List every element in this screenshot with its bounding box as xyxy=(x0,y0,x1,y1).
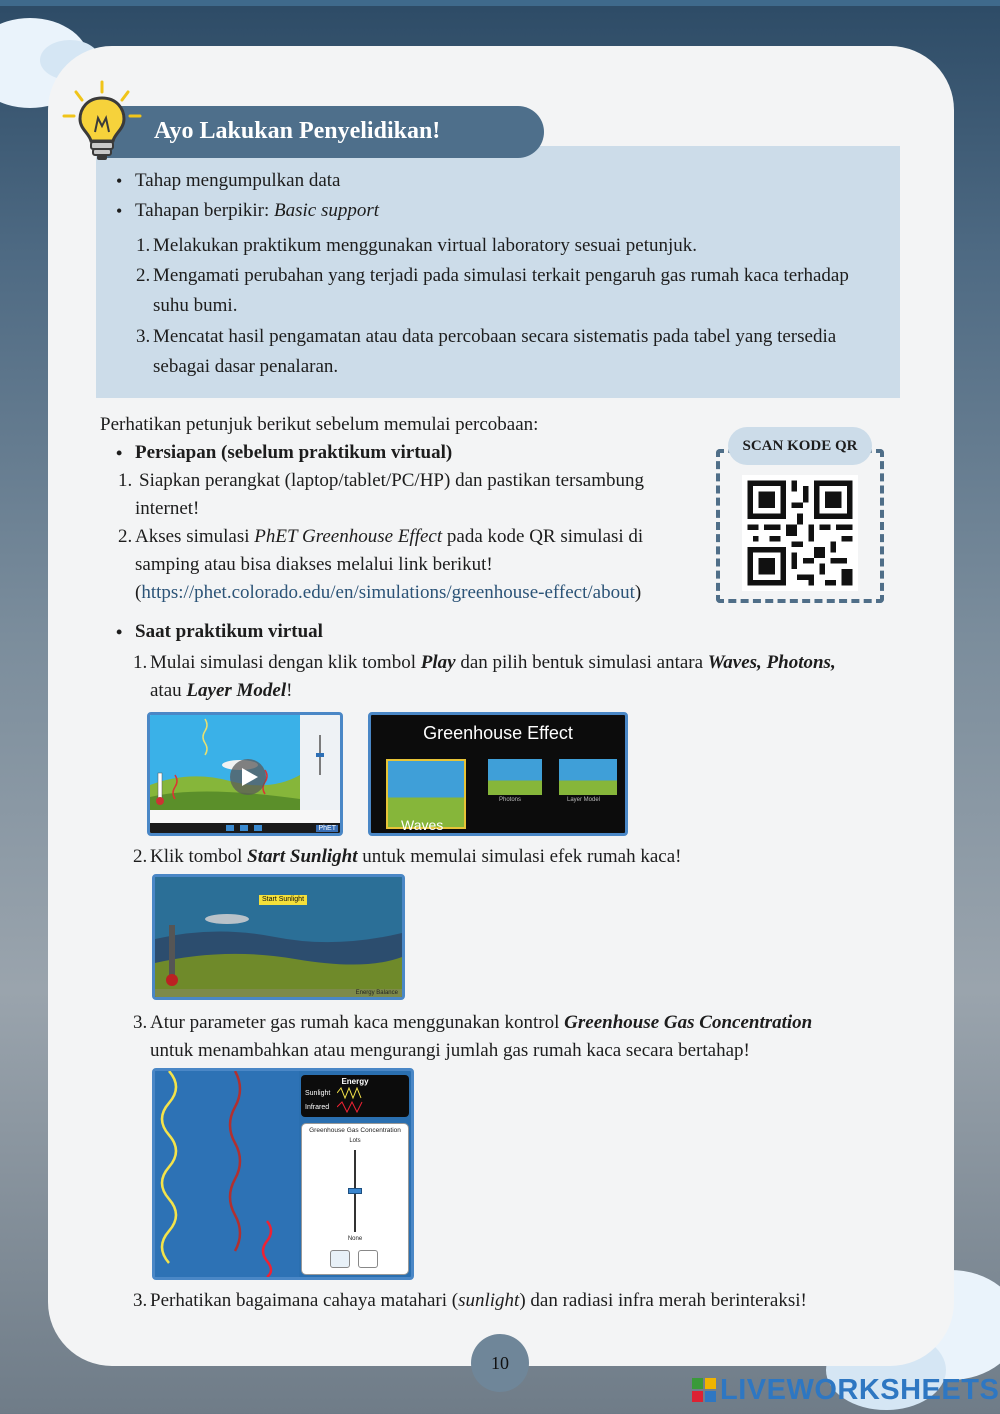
step-num-1: 1. xyxy=(136,235,151,256)
prep-num-1: 1. xyxy=(118,470,133,491)
menu-layer-thumb[interactable] xyxy=(559,759,617,795)
concentration-waves xyxy=(155,1071,299,1277)
qr-code[interactable] xyxy=(742,475,858,591)
menu-photons-label: Photons xyxy=(499,797,522,803)
prep-step-1: Siapkan perangkat (laptop/tablet/PC/HP) dan pastikan tersambung xyxy=(139,470,644,491)
energy-panel xyxy=(301,1075,409,1117)
info-bullet-1: • Tahap mengumpulkan data xyxy=(135,170,341,192)
ggc-toggle-button[interactable] xyxy=(330,1250,350,1268)
liveworksheets-logo-icon xyxy=(692,1378,716,1402)
info-step-1: Melakukan praktikum menggunakan virtual laboratory sesuai petunjuk. xyxy=(153,235,697,256)
qr-label: SCAN KODE QR xyxy=(728,427,872,465)
menu-waves-label: Waves xyxy=(401,817,444,833)
liveworksheets-brand[interactable]: LIVEWORKSHEETS xyxy=(720,1374,1000,1406)
lightbulb-icon xyxy=(62,80,142,164)
energy-balance-label: Energy Balance xyxy=(355,990,398,996)
sim-menu-screenshot xyxy=(368,712,628,836)
phet-link[interactable]: https://phet.colorado.edu/en/simulations/greenhouse-effect/about xyxy=(141,582,635,603)
virtual-step-1-cont: atau Layer Model! xyxy=(150,680,293,701)
virtual-step-3: Atur parameter gas rumah kaca menggunakan kontrol Greenhouse Gas Concentration xyxy=(150,1012,813,1033)
ggc-panel xyxy=(301,1123,409,1275)
virtual-step-2: Klik tombol Start Sunlight untuk memulai simulasi efek rumah kaca! xyxy=(150,846,682,867)
top-strip xyxy=(0,0,1000,6)
ggc-slider-thumb[interactable] xyxy=(348,1188,362,1194)
info-bullet-2: • Tahapan berpikir: Basic support xyxy=(135,200,379,222)
prep-heading: • Persiapan (sebelum praktikum virtual) xyxy=(135,442,452,464)
sim-play-scene xyxy=(150,715,340,833)
sunlight-label: Sunlight xyxy=(305,1090,331,1097)
virtual-step-4: Perhatikan bagaimana cahaya matahari (sunlight) dan radiasi infra merah berinteraksi! xyxy=(150,1290,807,1311)
step-num-3: 3. xyxy=(136,326,151,347)
start-sunlight-button[interactable]: Start Sunlight xyxy=(259,895,307,905)
menu-layer-label: Layer Model xyxy=(567,797,601,803)
virtual-num-3: 3. xyxy=(133,1012,148,1033)
ggc-none-label: None xyxy=(347,1236,363,1242)
sim-play-phet-label: PhET xyxy=(318,825,336,832)
section-header xyxy=(100,106,544,158)
section-title: Ayo Lakukan Penyelidikan! xyxy=(154,118,441,144)
step-num-2: 2. xyxy=(136,265,151,286)
virtual-step-3-cont: untuk menambahkan atau mengurangi jumlah gas rumah kaca secara bertahap! xyxy=(150,1040,750,1061)
sim-play-screenshot xyxy=(147,712,343,836)
sim-start-sunlight-screenshot xyxy=(152,874,405,1000)
prep-num-2: 2. xyxy=(118,526,133,547)
prep-step-1-cont: internet! xyxy=(135,498,200,519)
menu-photons-thumb[interactable] xyxy=(488,759,542,795)
prep-step-2: Akses simulasi PhET Greenhouse Effect pada kode QR simulasi di xyxy=(135,526,644,547)
prep-link-line: (https://phet.colorado.edu/en/simulations/greenhouse-effect/about) xyxy=(135,582,642,603)
ggc-lots-label: Lots xyxy=(349,1138,361,1144)
sim-menu-title: Greenhouse Effect xyxy=(423,723,573,743)
legend-waves xyxy=(337,1087,377,1117)
info-step-2-cont: suhu bumi. xyxy=(153,295,238,316)
ggc-title: Greenhouse Gas Concentration xyxy=(309,1127,401,1134)
virtual-num-1: 1. xyxy=(133,652,148,673)
virtual-num-2: 2. xyxy=(133,846,148,867)
info-step-3-cont: sebagai dasar penalaran. xyxy=(153,356,339,377)
sim-concentration-screenshot xyxy=(152,1068,414,1280)
ggc-calendar-button[interactable] xyxy=(358,1250,378,1268)
info-step-3: Mencatat hasil pengamatan atau data percobaan secara sistematis pada tabel yang tersedia xyxy=(153,326,837,347)
virtual-num-4: 3. xyxy=(133,1290,148,1311)
infrared-label: Infrared xyxy=(305,1104,330,1111)
prep-step-2-cont: samping atau bisa diakses melalui link berikut! xyxy=(135,554,493,575)
virtual-step-1: Mulai simulasi dengan klik tombol Play dan pilih bentuk simulasi antara Waves, Photons, xyxy=(150,652,836,673)
virtual-heading: • Saat praktikum virtual xyxy=(135,621,323,643)
page-number: 10 xyxy=(471,1334,529,1392)
info-step-2: Mengamati perubahan yang terjadi pada simulasi terkait pengaruh gas rumah kaca terhadap xyxy=(153,265,849,286)
energy-title: Energy xyxy=(341,1077,369,1086)
intro-text: Perhatikan petunjuk berikut sebelum memulai percobaan: xyxy=(100,414,539,435)
